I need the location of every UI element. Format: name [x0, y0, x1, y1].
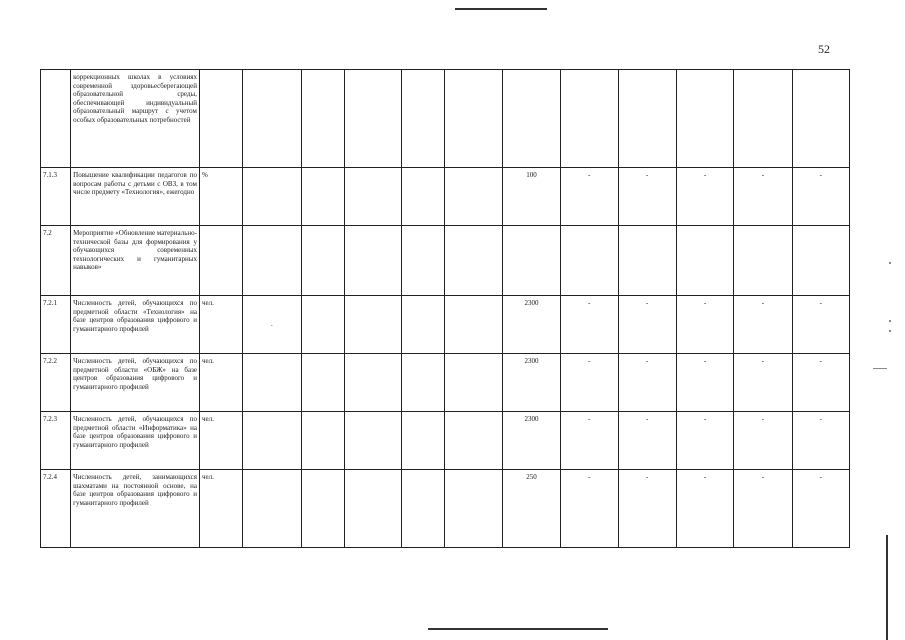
dash-cell: - — [734, 470, 792, 548]
scan-mark — [873, 368, 887, 369]
empty-cell — [301, 412, 344, 470]
dash-cell: - — [618, 354, 676, 412]
empty-cell — [445, 226, 502, 296]
empty-cell — [402, 354, 445, 412]
dash-cell: - — [792, 296, 849, 354]
indicator-description: коррекционных школах в условиях современной здоровьесберегающей образовательной среды, обеспечивающей индивидуальный образовательный маршрут с учетом особых образовательных потребностей — [71, 70, 200, 168]
empty-cell — [402, 226, 445, 296]
empty-cell — [301, 470, 344, 548]
empty-cell — [402, 296, 445, 354]
empty-cell — [344, 354, 401, 412]
scan-mark — [889, 262, 891, 264]
empty-cell — [402, 168, 445, 226]
empty-cell — [344, 412, 401, 470]
row-number — [41, 70, 71, 168]
dash-cell: - — [676, 412, 733, 470]
empty-cell — [301, 226, 344, 296]
table-row — [41, 354, 850, 412]
row-number: 7.2.2 — [41, 354, 71, 412]
dash-cell: - — [676, 168, 733, 226]
empty-cell — [445, 296, 502, 354]
unit-cell: чел. — [199, 296, 242, 354]
target-value: 100 — [502, 168, 560, 226]
scan-mark — [889, 320, 891, 322]
dash-cell: - — [676, 296, 733, 354]
target-value: 2300 — [502, 296, 560, 354]
dash-cell: - — [734, 296, 792, 354]
row-number: 7.2.1 — [41, 296, 71, 354]
dash-cell — [561, 226, 618, 296]
empty-cell — [344, 226, 401, 296]
indicators-table — [40, 69, 850, 548]
dash-cell — [676, 226, 733, 296]
dash-cell — [734, 226, 792, 296]
dash-cell: - — [792, 412, 849, 470]
dash-cell: - — [676, 354, 733, 412]
target-value: 250 — [502, 470, 560, 548]
dash-cell: - — [618, 296, 676, 354]
empty-cell — [445, 354, 502, 412]
unit-cell: чел. — [199, 412, 242, 470]
dot-cell — [243, 354, 301, 412]
dash-cell: - — [618, 412, 676, 470]
table-row — [41, 70, 850, 168]
dash-cell: - — [792, 354, 849, 412]
dash-cell: - — [618, 470, 676, 548]
dot-cell — [243, 168, 301, 226]
dash-cell: - — [561, 296, 618, 354]
indicator-description: Численность детей, обучающихся по предметной области «Информатика» на базе центров образования цифрового и гуманитарного профилей — [71, 412, 200, 470]
row-number: 7.2 — [41, 226, 71, 296]
empty-cell — [301, 70, 344, 168]
dash-cell: - — [792, 168, 849, 226]
dash-cell — [618, 70, 676, 168]
empty-cell — [344, 168, 401, 226]
dash-cell: - — [734, 168, 792, 226]
dash-cell: - — [734, 354, 792, 412]
unit-cell: чел. — [199, 470, 242, 548]
empty-cell — [301, 354, 344, 412]
dot-cell — [243, 70, 301, 168]
row-number: 7.2.4 — [41, 470, 71, 548]
table-row — [41, 168, 850, 226]
indicator-description: Мероприятие «Обновление материально-технической базы для формирования у обучающихся современных технологических и гуманитарных навыков» — [71, 226, 200, 296]
empty-cell — [445, 168, 502, 226]
dash-cell: - — [561, 470, 618, 548]
target-value: 2300 — [502, 412, 560, 470]
row-number: 7.2.3 — [41, 412, 71, 470]
empty-cell — [344, 470, 401, 548]
empty-cell — [402, 412, 445, 470]
unit-cell — [199, 226, 242, 296]
table-row — [41, 412, 850, 470]
dot-cell: . — [243, 296, 301, 354]
target-value — [502, 70, 560, 168]
empty-cell — [445, 70, 502, 168]
empty-cell — [301, 168, 344, 226]
dot-cell — [243, 412, 301, 470]
dash-cell: - — [676, 470, 733, 548]
scan-bottom-line — [428, 628, 608, 630]
empty-cell — [445, 470, 502, 548]
empty-cell — [402, 470, 445, 548]
table-row — [41, 470, 850, 548]
indicator-description: Численность детей, обучающихся по предметной области «Технология» на базе центров образования цифрового и гуманитарного профилей — [71, 296, 200, 354]
empty-cell — [301, 296, 344, 354]
dot-cell — [243, 470, 301, 548]
dash-cell — [734, 70, 792, 168]
dash-cell — [676, 70, 733, 168]
dash-cell: - — [561, 354, 618, 412]
dash-cell: - — [618, 168, 676, 226]
dash-cell — [792, 70, 849, 168]
target-value — [502, 226, 560, 296]
table-row — [41, 296, 850, 354]
dash-cell — [561, 70, 618, 168]
dash-cell — [618, 226, 676, 296]
indicator-description: Численность детей, занимающихся шахматами на постоянной основе, на базе центров образования цифрового и гуманитарного профилей — [71, 470, 200, 548]
indicator-description: Повышение квалификации педагогов по вопросам работы с детьми с ОВЗ, в том числе предмету «Технология», ежегодно — [71, 168, 200, 226]
table-row — [41, 226, 850, 296]
scan-right-edge — [886, 535, 888, 640]
indicator-description: Численность детей, обучающихся по предметной области «ОБЖ» на базе центров образования цифрового и гуманитарного профилей — [71, 354, 200, 412]
dash-cell — [792, 226, 849, 296]
unit-cell: чел. — [199, 354, 242, 412]
page-number: 52 — [818, 42, 830, 56]
dash-cell: - — [561, 168, 618, 226]
dot-cell — [243, 226, 301, 296]
dash-cell: - — [792, 470, 849, 548]
target-value: 2300 — [502, 354, 560, 412]
dash-cell: - — [734, 412, 792, 470]
unit-cell — [199, 70, 242, 168]
unit-cell: % — [199, 168, 242, 226]
scan-mark — [889, 330, 891, 332]
empty-cell — [445, 412, 502, 470]
dash-cell: - — [561, 412, 618, 470]
row-number: 7.1.3 — [41, 168, 71, 226]
empty-cell — [344, 296, 401, 354]
scan-top-line — [455, 8, 547, 10]
empty-cell — [344, 70, 401, 168]
empty-cell — [402, 70, 445, 168]
